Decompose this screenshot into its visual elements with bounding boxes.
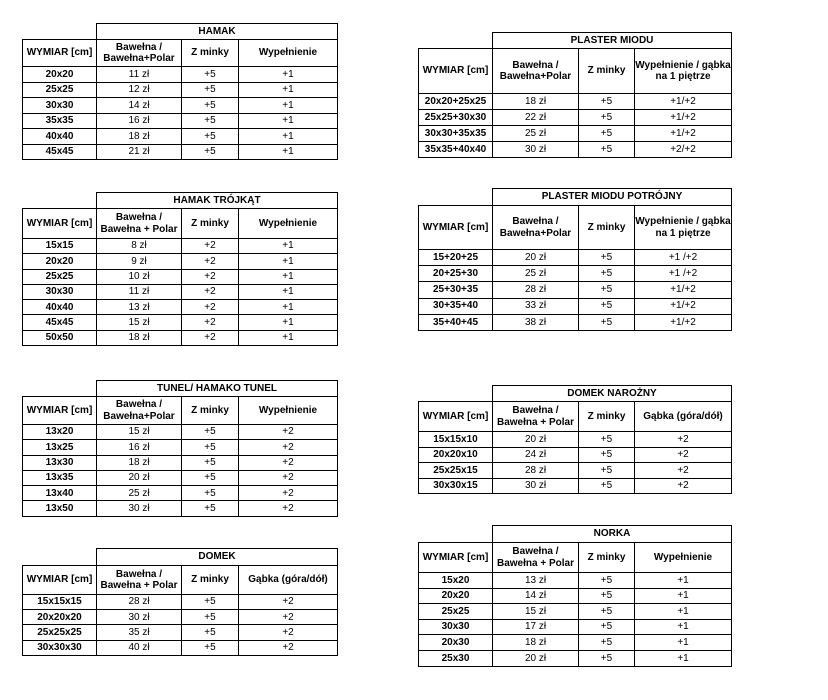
table-row [23,470,338,485]
price-cell: 25 zł [97,486,182,501]
table-row [419,635,732,651]
price-cell: 9 zł [97,254,182,269]
material-header: Bawełna / Bawełna + Polar [493,543,579,573]
table-row [23,113,338,129]
filling-cell: +2 [239,595,338,610]
table-title: HAMAK [97,24,338,40]
size-header: WYMIAR [cm] [419,543,493,573]
corner-cell [419,33,493,49]
filling-header: Wypełnienie [239,209,338,239]
material-header: Bawełna / Bawełna+Polar [493,206,579,250]
filling-cell: +2 [239,455,338,470]
size-cell: 45x45 [23,315,97,330]
size-cell: 25x25+30x30 [419,110,493,126]
minky-cell: +5 [579,619,635,635]
title-row [23,193,338,209]
price-cell: 21 zł [97,144,182,160]
size-cell: 40x40 [23,300,97,315]
price-cell: 18 zł [97,129,182,145]
size-header: WYMIAR [cm] [419,402,493,432]
price-cell: 18 zł [493,94,579,110]
material-header: Bawełna / Bawełna+Polar [97,397,182,425]
domek-table [22,548,338,656]
size-header: WYMIAR [cm] [23,566,97,595]
title-row [419,526,732,543]
filling-cell: +2/+2 [635,142,732,158]
price-cell: 28 zł [493,463,579,479]
filling-cell: +2 [635,463,732,479]
minky-cell: +5 [182,455,239,470]
size-cell: 30+35+40 [419,298,493,314]
corner-cell [23,549,97,566]
minky-cell: +2 [182,269,239,284]
filling-cell: +1 [635,604,732,620]
filling-cell: +1 [239,254,338,269]
size-cell: 15x15x15 [23,595,97,610]
size-cell: 13x40 [23,486,97,501]
table-row [419,142,732,158]
price-cell: 20 zł [493,432,579,448]
price-cell: 16 zł [97,113,182,129]
filling-header: Wypełnienie [635,543,732,573]
minky-cell: +5 [579,604,635,620]
minky-header: Z minky [579,543,635,573]
minky-cell: +5 [182,640,239,655]
minky-cell: +5 [182,625,239,640]
norka-table [418,525,732,667]
price-cell: 13 zł [97,300,182,315]
price-cell: 30 zł [493,478,579,494]
table-row [23,144,338,160]
minky-cell: +5 [579,573,635,589]
price-cell: 10 zł [97,269,182,284]
size-cell: 30x30 [23,284,97,299]
size-cell: 25x25 [23,82,97,98]
table-row [23,625,338,640]
price-cell: 22 zł [493,110,579,126]
price-cell: 16 zł [97,440,182,455]
material-header: Bawełna / Bawełna+Polar [97,40,182,67]
filling-cell: +1/+2 [635,314,732,330]
size-cell: 20x20 [419,588,493,604]
size-cell: 20x20+25x25 [419,94,493,110]
table-row [23,486,338,501]
header-row [419,402,732,432]
size-cell: 13x20 [23,425,97,440]
minky-cell: +5 [579,298,635,314]
corner-cell [419,189,493,206]
minky-cell: +2 [182,254,239,269]
title-row [419,189,732,206]
price-cell: 33 zł [493,298,579,314]
filling-cell: +1 [239,330,338,345]
table-row [23,330,338,345]
table-row [23,82,338,98]
filling-cell: +1 [239,269,338,284]
table-row [419,298,732,314]
size-cell: 13x30 [23,455,97,470]
filling-cell: +1 [635,619,732,635]
minky-cell: +5 [182,501,239,516]
price-cell: 25 zł [493,126,579,142]
filling-cell: +1 [239,300,338,315]
title-row [23,24,338,40]
price-cell: 18 zł [97,455,182,470]
price-cell: 15 zł [97,315,182,330]
size-cell: 25x30 [419,650,493,666]
filling-cell: +2 [239,610,338,625]
price-cell: 30 zł [97,610,182,625]
minky-header: Z minky [182,40,239,67]
table-row [23,440,338,455]
size-cell: 15x15x10 [419,432,493,448]
table-title: DOMEK NAROŻNY [493,386,732,402]
price-cell: 8 zł [97,239,182,254]
tunel-table [22,380,338,517]
table-row [419,94,732,110]
size-cell: 30x30+35x35 [419,126,493,142]
filling-cell: +1 /+2 [635,250,732,266]
price-cell: 20 zł [97,470,182,485]
size-cell: 15x15 [23,239,97,254]
filling-cell: +1 [239,129,338,145]
table-row [419,650,732,666]
filling-cell: +2 [239,470,338,485]
filling-cell: +1 /+2 [635,266,732,282]
size-cell: 20+25+30 [419,266,493,282]
size-cell: 30x30x15 [419,478,493,494]
size-header: WYMIAR [cm] [419,49,493,94]
minky-cell: +5 [182,129,239,145]
filling-cell: +2 [239,425,338,440]
filling-cell: +1 [239,82,338,98]
minky-cell: +5 [579,250,635,266]
title-row [419,33,732,49]
plaster-miodu-table [418,32,732,158]
price-cell: 14 zł [97,98,182,114]
minky-cell: +5 [182,98,239,114]
price-cell: 14 zł [493,588,579,604]
minky-header: Z minky [182,209,239,239]
table-row [419,282,732,298]
minky-cell: +5 [579,588,635,604]
table-row [419,447,732,463]
table-row [23,595,338,610]
table-row [23,300,338,315]
price-cell: 28 zł [493,282,579,298]
table-title: PLASTER MIODU [493,33,732,49]
price-cell: 30 zł [97,501,182,516]
table-title: HAMAK TRÓJKĄT [97,193,338,209]
filling-cell: +1 [635,573,732,589]
minky-header: Z minky [579,206,635,250]
size-cell: 13x50 [23,501,97,516]
minky-cell: +2 [182,239,239,254]
table-row [419,604,732,620]
size-cell: 40x40 [23,129,97,145]
filling-cell: +2 [635,478,732,494]
title-row [23,549,338,566]
table-row [23,640,338,655]
filling-header: Gąbka (góra/dół) [635,402,732,432]
price-cell: 40 zł [97,640,182,655]
filling-cell: +1 [239,98,338,114]
table-row [23,254,338,269]
table-row [419,314,732,330]
price-cell: 18 zł [97,330,182,345]
minky-header: Z minky [182,566,239,595]
size-cell: 13x35 [23,470,97,485]
minky-cell: +5 [182,470,239,485]
size-cell: 50x50 [23,330,97,345]
minky-header: Z minky [579,402,635,432]
size-cell: 20x20 [23,67,97,83]
header-row [23,209,338,239]
corner-cell [23,193,97,209]
minky-cell: +5 [579,463,635,479]
filling-cell: +2 [239,501,338,516]
size-cell: 30x30 [419,619,493,635]
table-row [23,129,338,145]
minky-cell: +5 [579,110,635,126]
table-title: TUNEL/ HAMAKO TUNEL [97,381,338,397]
price-cell: 30 zł [493,142,579,158]
hamak-trojkat-table [22,192,338,346]
header-row [419,49,732,94]
size-cell: 25x25 [419,604,493,620]
size-header: WYMIAR [cm] [23,397,97,425]
size-cell: 15+20+25 [419,250,493,266]
minky-cell: +5 [182,486,239,501]
size-cell: 25x25x25 [23,625,97,640]
price-cell: 11 zł [97,284,182,299]
table-row [419,619,732,635]
corner-cell [23,24,97,40]
table-row [419,573,732,589]
table-row [419,478,732,494]
size-cell: 20x20x20 [23,610,97,625]
table-title: NORKA [493,526,732,543]
table-row [23,610,338,625]
size-cell: 20x20x10 [419,447,493,463]
price-cell: 11 zł [97,67,182,83]
table-row [23,269,338,284]
size-cell: 25x25x15 [419,463,493,479]
minky-cell: +5 [182,425,239,440]
size-cell: 30x30 [23,98,97,114]
title-row [23,381,338,397]
minky-cell: +5 [579,282,635,298]
minky-cell: +5 [579,266,635,282]
price-cell: 35 zł [97,625,182,640]
table-row [23,501,338,516]
header-row [419,543,732,573]
filling-cell: +2 [239,486,338,501]
table-row [23,425,338,440]
size-cell: 20x30 [419,635,493,651]
price-cell: 12 zł [97,82,182,98]
size-cell: 20x20 [23,254,97,269]
minky-cell: +2 [182,315,239,330]
table-row [23,67,338,83]
filling-cell: +1 [239,67,338,83]
price-cell: 28 zł [97,595,182,610]
minky-cell: +5 [579,126,635,142]
filling-cell: +1 [239,239,338,254]
size-cell: 45x45 [23,144,97,160]
table-row [419,432,732,448]
price-cell: 18 zł [493,635,579,651]
filling-cell: +2 [635,432,732,448]
minky-cell: +5 [579,447,635,463]
filling-cell: +1/+2 [635,94,732,110]
minky-cell: +5 [182,440,239,455]
minky-header: Z minky [182,397,239,425]
table-title: DOMEK [97,549,338,566]
corner-cell [23,381,97,397]
minky-cell: +5 [579,94,635,110]
price-cell: 15 zł [493,604,579,620]
filling-header: Gąbka (góra/dół) [239,566,338,595]
price-cell: 13 zł [493,573,579,589]
material-header: Bawełna / Bawełna + Polar [97,209,182,239]
price-cell: 24 zł [493,447,579,463]
size-header: WYMIAR [cm] [23,40,97,67]
filling-cell: +1 [239,315,338,330]
header-row [419,206,732,250]
price-cell: 20 zł [493,650,579,666]
price-cell: 17 zł [493,619,579,635]
minky-cell: +2 [182,300,239,315]
filling-cell: +2 [635,447,732,463]
filling-header: Wypełnienie [239,40,338,67]
filling-header: Wypełnienie / gąbka na 1 piętrze [635,206,732,250]
domek-narozny-table [418,385,732,494]
title-row [419,386,732,402]
filling-cell: +2 [239,640,338,655]
minky-cell: +5 [182,67,239,83]
size-cell: 35x35 [23,113,97,129]
price-cell: 25 zł [493,266,579,282]
size-cell: 30x30x30 [23,640,97,655]
size-cell: 25+30+35 [419,282,493,298]
price-cell: 15 zł [97,425,182,440]
size-cell: 25x25 [23,269,97,284]
plaster-miodu-potrojny-table [418,188,732,331]
minky-header: Z minky [579,49,635,94]
corner-cell [419,386,493,402]
filling-cell: +2 [239,625,338,640]
filling-cell: +1/+2 [635,126,732,142]
header-row [23,40,338,67]
filling-cell: +1 [239,284,338,299]
filling-header: Wypełnienie [239,397,338,425]
table-row [419,110,732,126]
filling-cell: +1 [239,144,338,160]
filling-cell: +1 [239,113,338,129]
filling-cell: +1 [635,588,732,604]
material-header: Bawełna / Bawełna + Polar [97,566,182,595]
filling-cell: +1/+2 [635,282,732,298]
size-cell: 15x20 [419,573,493,589]
table-row [419,463,732,479]
minky-cell: +5 [182,144,239,160]
filling-cell: +2 [239,440,338,455]
minky-cell: +5 [182,82,239,98]
minky-cell: +5 [182,113,239,129]
minky-cell: +5 [579,314,635,330]
table-row [23,239,338,254]
filling-cell: +1/+2 [635,110,732,126]
corner-cell [419,526,493,543]
material-header: Bawełna / Bawełna+Polar [493,49,579,94]
minky-cell: +5 [182,610,239,625]
table-row [419,250,732,266]
size-cell: 35+40+45 [419,314,493,330]
hamak-table [22,23,338,160]
filling-cell: +1/+2 [635,298,732,314]
minky-cell: +5 [579,635,635,651]
minky-cell: +5 [579,432,635,448]
price-cell: 38 zł [493,314,579,330]
minky-cell: +5 [579,650,635,666]
minky-cell: +5 [182,595,239,610]
table-row [23,98,338,114]
table-row [419,266,732,282]
material-header: Bawełna / Bawełna + Polar [493,402,579,432]
filling-cell: +1 [635,635,732,651]
filling-header: Wypełnienie / gąbka na 1 piętrze [635,49,732,94]
table-row [23,284,338,299]
minky-cell: +5 [579,142,635,158]
table-row [419,126,732,142]
table-row [23,315,338,330]
filling-cell: +1 [635,650,732,666]
table-title: PLASTER MIODU POTRÓJNY [493,189,732,206]
size-cell: 13x25 [23,440,97,455]
price-cell: 20 zł [493,250,579,266]
minky-cell: +2 [182,330,239,345]
size-header: WYMIAR [cm] [23,209,97,239]
table-row [23,455,338,470]
size-header: WYMIAR [cm] [419,206,493,250]
table-row [419,588,732,604]
header-row [23,566,338,595]
minky-cell: +2 [182,284,239,299]
size-cell: 35x35+40x40 [419,142,493,158]
minky-cell: +5 [579,478,635,494]
header-row [23,397,338,425]
